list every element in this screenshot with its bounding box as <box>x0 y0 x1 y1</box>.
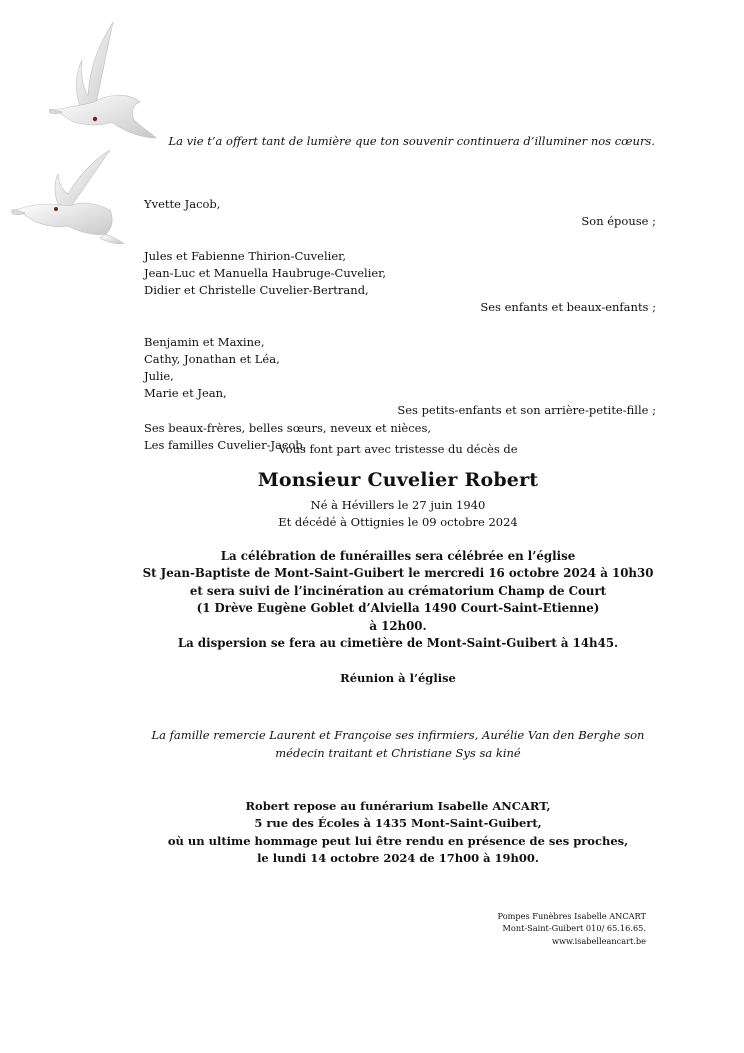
family-member-line: Ses beaux-frères, belles sœurs, neveux et nièces, <box>144 420 432 435</box>
announcement-intro: Vous font part avec tristesse du décès de <box>278 442 518 456</box>
thanks-message <box>0 726 744 762</box>
ceremony-line: à 12h00. <box>369 618 427 633</box>
ceremony-line: La dispersion se fera au cimetière de Mont-Saint-Guibert à 14h45. <box>177 636 619 651</box>
family-relation-label: Son épouse ; <box>581 214 656 229</box>
family-member-line: Les familles Cuvelier-Jacob, <box>144 437 307 452</box>
family-list <box>144 196 656 454</box>
dove-bottom-feet <box>54 207 58 211</box>
dove-bottom <box>12 150 124 244</box>
footer-phone: Mont-Saint-Guibert 010/ 65.16.65. <box>502 923 646 934</box>
dove-top <box>49 22 156 138</box>
family-member-line: Benjamin et Maxine, <box>144 334 265 349</box>
family-member-line: Cathy, Jonathan et Léa, <box>144 351 280 366</box>
family-member-line: Jean-Luc et Manuella Haubruge-Cuvelier, <box>144 265 387 280</box>
repose-line: où un ultime hommage peut lui être rendu en présence de ses proches, <box>167 833 629 848</box>
family-member-line: Julie, <box>144 369 174 383</box>
ceremony-line: La célébration de funérailles sera célébrée en l’église <box>220 549 576 563</box>
death-line: Et décédé à Ottignies le 09 octobre 2024 <box>278 515 518 529</box>
reunion-note: Réunion à l’église <box>340 671 456 685</box>
dove-top-feet <box>93 117 97 121</box>
family-member-line: Didier et Christelle Cuvelier-Bertrand, <box>144 283 369 297</box>
epigraph: La vie t’a offert tant de lumière que ton souvenir continuera d’illuminer nos cœurs. <box>168 134 655 148</box>
life-dates <box>0 497 744 531</box>
family-relation-label: Ses enfants et beaux-enfants ; <box>480 300 656 315</box>
birth-line: Né à Hévillers le 27 juin 1940 <box>310 498 486 512</box>
funeral-home-footer <box>498 910 646 947</box>
thanks-line: médecin traitant et Christiane Sys sa kiné <box>275 746 521 760</box>
ceremony-line: et sera suivi de l’incinération au crématorium Champ de Court <box>189 583 607 598</box>
ceremony-details <box>0 548 744 652</box>
repose-line: 5 rue des Écoles à 1435 Mont-Saint-Guibert, <box>254 816 542 831</box>
ceremony-line: St Jean-Baptiste de Mont-Saint-Guibert le mercredi 16 octobre 2024 à 10h30 <box>142 566 654 581</box>
family-spacer <box>144 230 656 247</box>
repose-line: Robert repose au funérarium Isabelle ANCART, <box>245 799 551 813</box>
ceremony-line: (1 Drève Eugène Goblet d’Alviella 1490 Court-Saint-Etienne) <box>196 601 600 616</box>
family-member-line: Jules et Fabienne Thirion-Cuvelier, <box>144 248 347 263</box>
footer-company: Pompes Funèbres Isabelle ANCART <box>497 911 646 921</box>
family-member-line: Marie et Jean, <box>144 386 227 401</box>
footer-website[interactable]: www.isabelleancart.be <box>551 935 646 946</box>
deceased-name: Monsieur Cuvelier Robert <box>257 469 539 491</box>
family-spacer <box>144 316 656 333</box>
family-member-line: Yvette Jacob, <box>144 197 221 211</box>
thanks-line: La famille remercie Laurent et Françoise ses infirmiers, Aurélie Van den Berghe son <box>151 728 645 742</box>
repose-line: le lundi 14 octobre 2024 de 17h00 à 19h00. <box>257 851 539 866</box>
family-relation-label: Ses petits-enfants et son arrière-petite-fille ; <box>397 403 656 418</box>
repose-details <box>0 798 744 868</box>
